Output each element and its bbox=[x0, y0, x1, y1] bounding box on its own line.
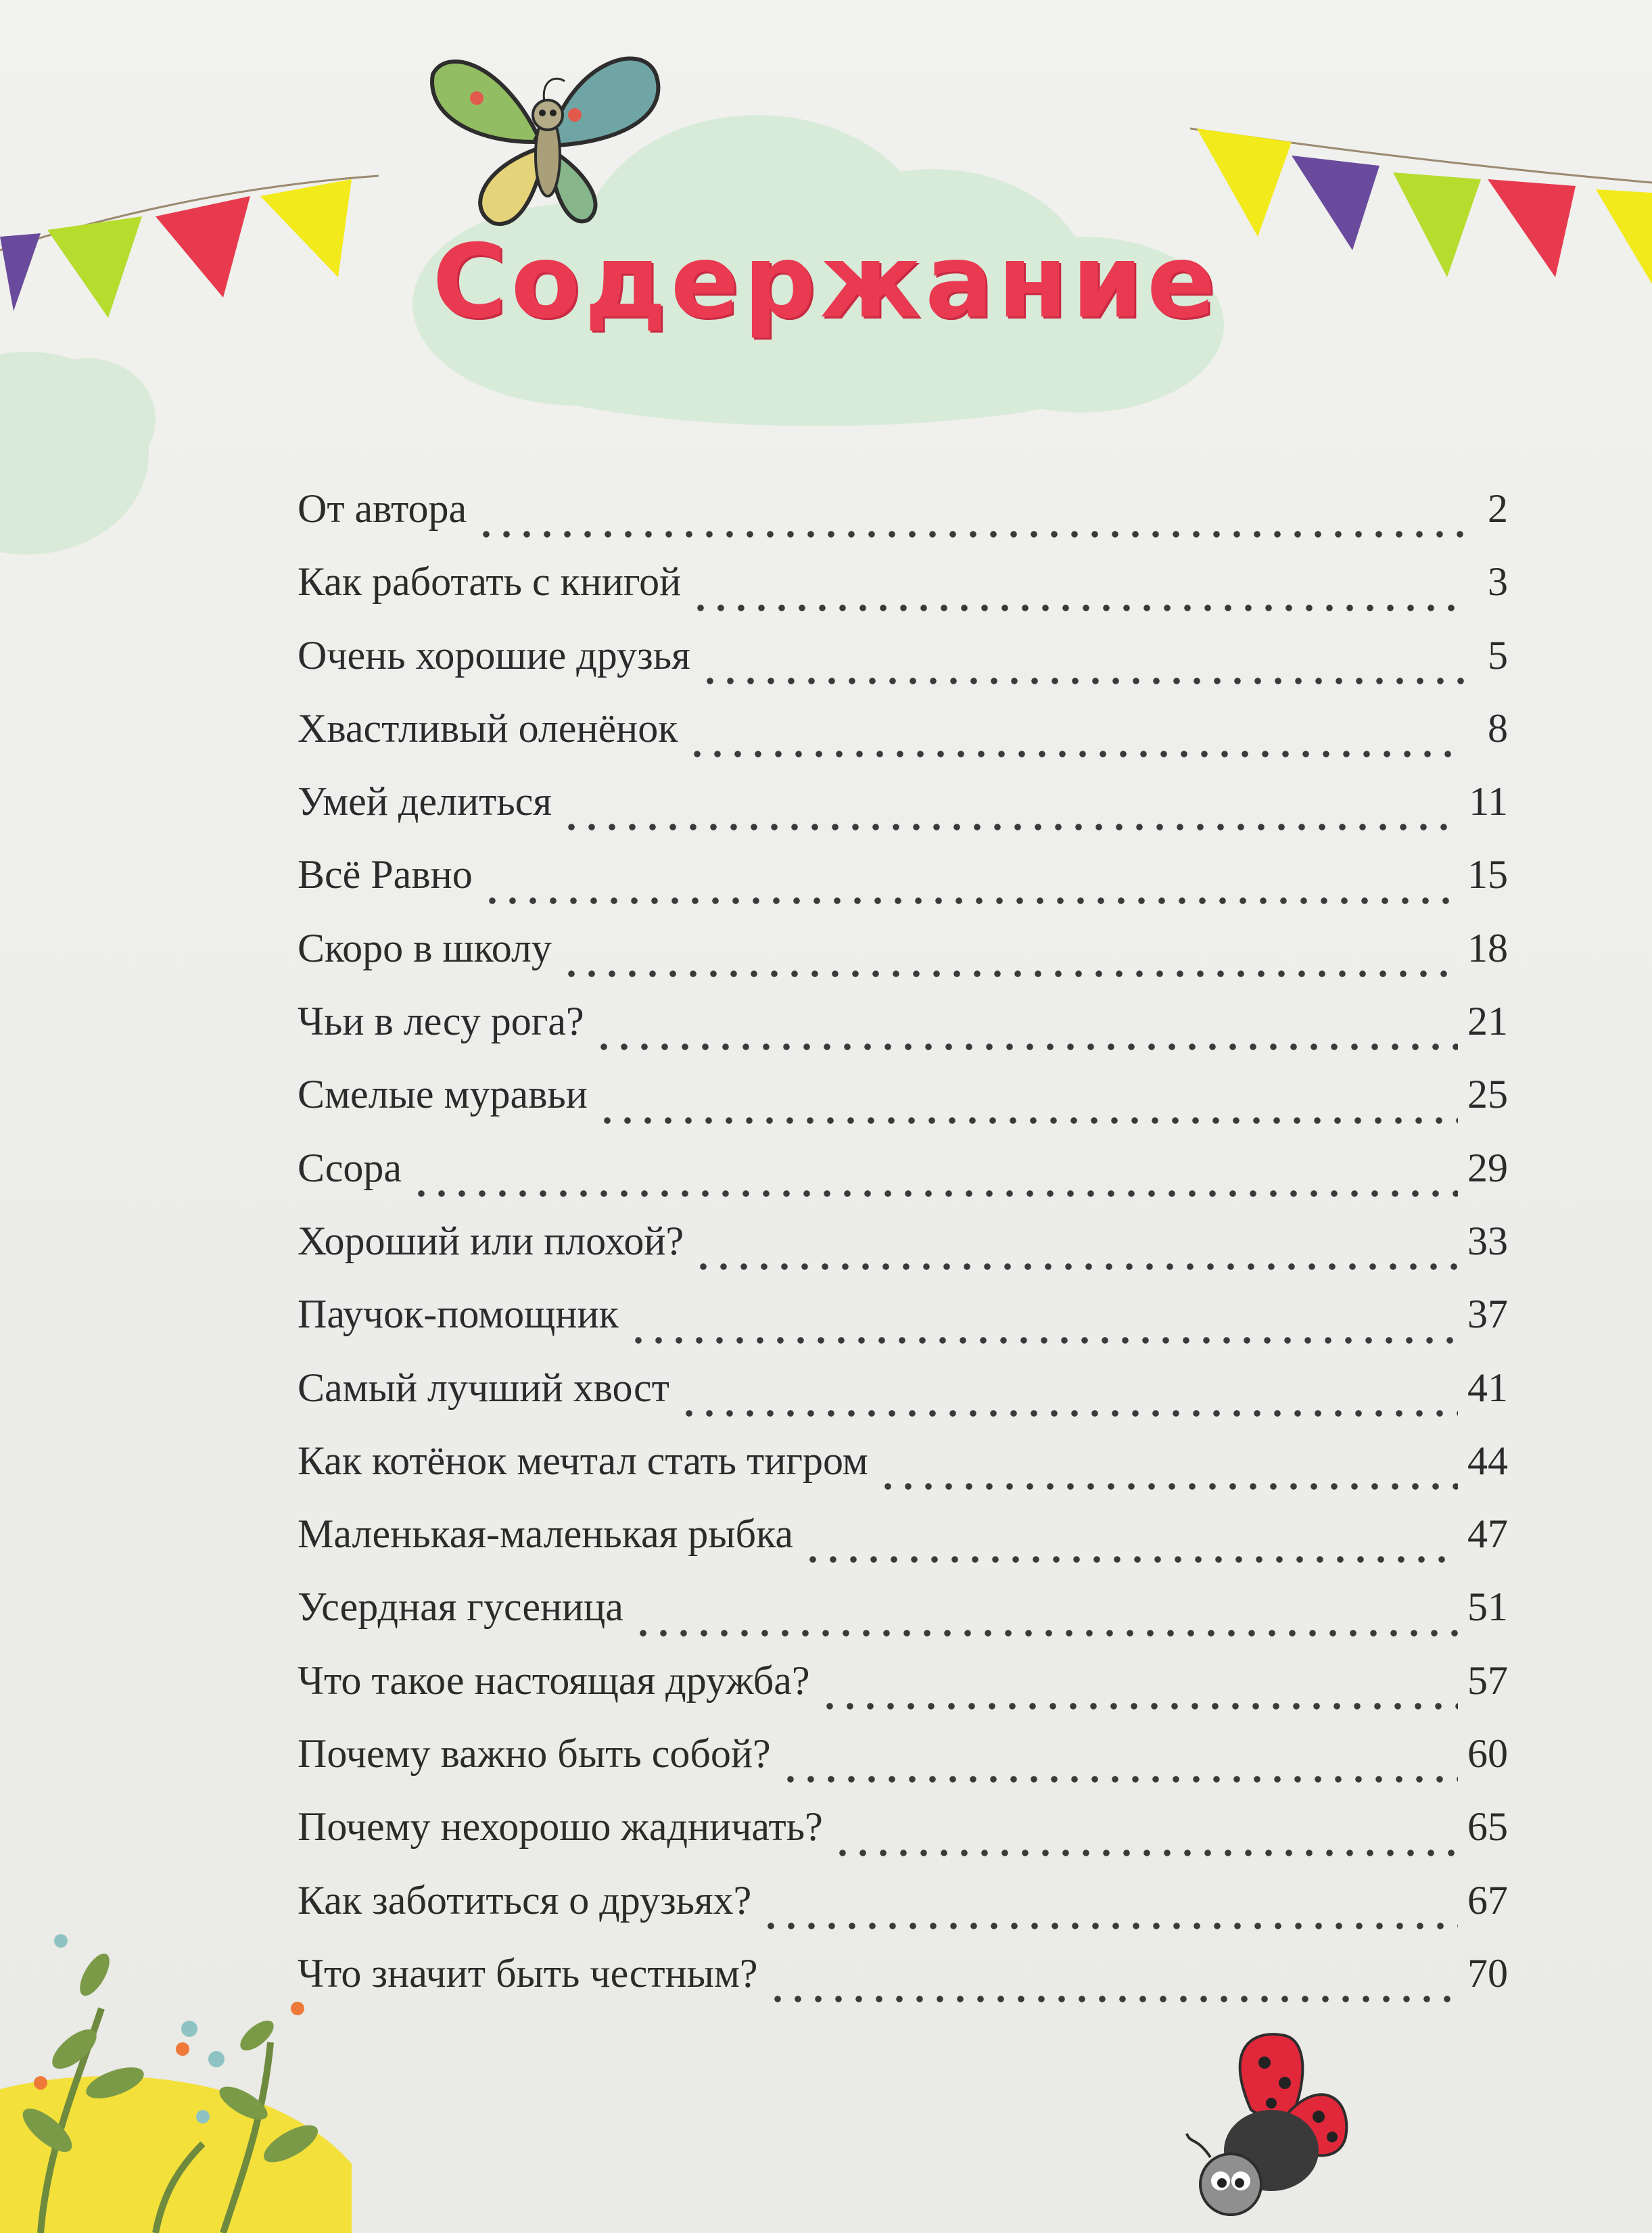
toc-entry-page-number: 2 bbox=[1488, 486, 1508, 531]
toc-leader-dots bbox=[561, 970, 1458, 978]
toc-entry bbox=[298, 1291, 1508, 1364]
toc-leader-dots bbox=[832, 1849, 1458, 1857]
toc-entry-title: Как работать с книгой bbox=[298, 559, 682, 605]
toc-entry-page-number: 57 bbox=[1467, 1658, 1508, 1703]
toc-leader-dots bbox=[482, 897, 1458, 905]
toc-entry bbox=[298, 1365, 1508, 1438]
toc-entry-title: Умей делиться bbox=[298, 779, 552, 824]
toc-leader-dots bbox=[476, 530, 1465, 538]
toc-leader-dots bbox=[878, 1482, 1458, 1490]
ladybug-illustration bbox=[1150, 2022, 1366, 2233]
butterfly-illustration bbox=[419, 34, 676, 237]
toc-entry-title: Как заботиться о друзьях? bbox=[298, 1877, 752, 1923]
toc-entry-title: Что значит быть честным? bbox=[298, 1950, 758, 1996]
toc-leader-dots bbox=[594, 1043, 1458, 1051]
toc-entry-page-number: 70 bbox=[1467, 1950, 1508, 1996]
toc-leader-dots bbox=[761, 1922, 1458, 1930]
toc-entry-title: Самый лучший хвост bbox=[298, 1365, 669, 1410]
toc-leader-dots bbox=[597, 1116, 1458, 1125]
toc-entry-title: Хвастливый оленёнок bbox=[298, 705, 678, 751]
toc-leader-dots bbox=[693, 1263, 1458, 1271]
toc-entry-title: Скоро в школу bbox=[298, 925, 552, 970]
toc-leader-dots bbox=[820, 1702, 1458, 1710]
toc-entry bbox=[298, 1438, 1508, 1511]
toc-entry bbox=[298, 486, 1508, 559]
toc-leader-dots bbox=[780, 1775, 1458, 1783]
toc-entry-page-number: 44 bbox=[1467, 1438, 1508, 1483]
toc-entry-title: Чьи в лесу рога? bbox=[298, 999, 584, 1044]
toc-entry-page-number: 29 bbox=[1467, 1145, 1508, 1190]
toc-entry-page-number: 18 bbox=[1467, 925, 1508, 970]
toc-entry bbox=[298, 778, 1508, 851]
toc-entry bbox=[298, 1950, 1508, 2023]
toc-entry bbox=[298, 1877, 1508, 1950]
toc-entry-title: Почему нехорошо жадничать? bbox=[298, 1804, 823, 1850]
toc-leader-dots bbox=[679, 1409, 1458, 1417]
toc-entry bbox=[298, 1658, 1508, 1731]
toc-entry bbox=[298, 1145, 1508, 1218]
toc-entry bbox=[298, 851, 1508, 924]
toc-entry-page-number: 5 bbox=[1488, 632, 1508, 678]
toc-entry-title: Что такое настоящая дружба? bbox=[298, 1658, 810, 1703]
toc-entry-page-number: 3 bbox=[1488, 559, 1508, 605]
toc-entry-title: От автора bbox=[298, 486, 467, 531]
toc-entry bbox=[298, 632, 1508, 705]
toc-entry-page-number: 60 bbox=[1467, 1731, 1508, 1777]
table-of-contents bbox=[298, 486, 1508, 2023]
toc-entry-page-number: 67 bbox=[1467, 1877, 1508, 1923]
toc-entry-page-number: 37 bbox=[1467, 1292, 1508, 1337]
toc-entry-page-number: 51 bbox=[1467, 1584, 1508, 1630]
toc-entry bbox=[298, 1218, 1508, 1291]
toc-leader-dots bbox=[768, 1995, 1458, 2003]
toc-entry-title: Паучок-помощник bbox=[298, 1292, 619, 1337]
toc-entry-page-number: 33 bbox=[1467, 1218, 1508, 1263]
toc-entry bbox=[298, 1584, 1508, 1657]
toc-entry-page-number: 47 bbox=[1467, 1511, 1508, 1557]
toc-leader-dots bbox=[687, 750, 1465, 758]
toc-leader-dots bbox=[628, 1336, 1458, 1344]
toc-leader-dots bbox=[803, 1555, 1458, 1564]
toc-entry bbox=[298, 705, 1508, 778]
toc-leader-dots bbox=[633, 1629, 1458, 1637]
toc-entry-title: Как котёнок мечтал стать тигром bbox=[298, 1438, 868, 1483]
toc-entry-page-number: 41 bbox=[1467, 1365, 1508, 1410]
toc-entry-page-number: 11 bbox=[1469, 779, 1508, 824]
toc-leader-dots bbox=[411, 1190, 1458, 1198]
toc-entry bbox=[298, 998, 1508, 1071]
toc-entry-title: Маленькая-маленькая рыбка bbox=[298, 1511, 793, 1557]
toc-entry-page-number: 65 bbox=[1467, 1804, 1508, 1850]
page-title: Содержание bbox=[432, 223, 1220, 341]
toc-entry-title: Усердная гусеница bbox=[298, 1584, 623, 1630]
toc-entry-title: Хороший или плохой? bbox=[298, 1218, 684, 1263]
toc-leader-dots bbox=[690, 604, 1465, 612]
toc-entry-page-number: 21 bbox=[1467, 999, 1508, 1044]
toc-entry-title: Смелые муравьи bbox=[298, 1072, 588, 1117]
toc-entry-title: Всё Равно bbox=[298, 852, 473, 897]
toc-entry-page-number: 8 bbox=[1488, 705, 1508, 751]
toc-entry-title: Очень хорошие друзья bbox=[298, 632, 690, 678]
toc-entry bbox=[298, 1731, 1508, 1804]
plants-illustration bbox=[0, 1914, 352, 2233]
toc-entry-page-number: 15 bbox=[1467, 852, 1508, 897]
toc-entry bbox=[298, 559, 1508, 632]
toc-entry-page-number: 25 bbox=[1467, 1072, 1508, 1117]
toc-entry-title: Ссора bbox=[298, 1145, 402, 1190]
toc-entry bbox=[298, 1511, 1508, 1584]
toc-entry bbox=[298, 1071, 1508, 1144]
toc-entry bbox=[298, 1804, 1508, 1877]
toc-entry bbox=[298, 925, 1508, 998]
toc-leader-dots bbox=[700, 677, 1465, 685]
toc-leader-dots bbox=[561, 823, 1459, 831]
toc-entry-title: Почему важно быть собой? bbox=[298, 1731, 771, 1777]
